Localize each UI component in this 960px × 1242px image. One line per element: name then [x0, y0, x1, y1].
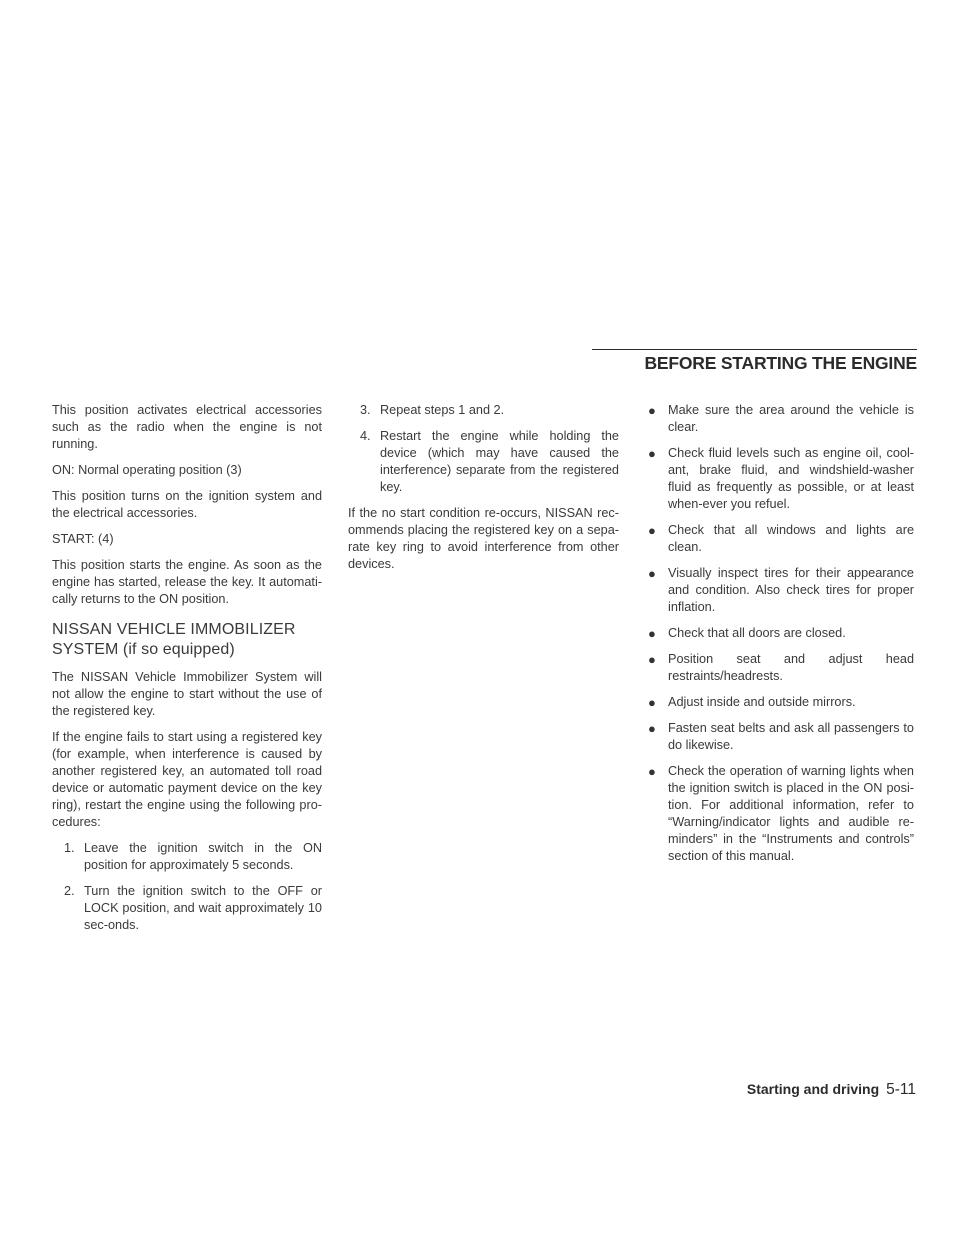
step-text: Turn the ignition switch to the OFF or LOCK position, and wait approximately 10 sec-onds. [84, 884, 322, 932]
page-footer [747, 1081, 916, 1099]
step-text: Repeat steps 1 and 2. [380, 403, 505, 417]
paragraph: If the no start condition re-occurs, NISSAN rec-ommends placing the registered key on a sepa-rate key ring to avoid interference from other devices. [348, 506, 619, 571]
column-3 [644, 402, 914, 874]
bullet-icon: ● [648, 403, 656, 418]
step-text: Leave the ignition switch in the ON position for approximately 5 seconds. [84, 841, 322, 872]
checklist-item [644, 694, 914, 711]
checklist-item [644, 720, 914, 754]
bullet-icon: ● [648, 523, 656, 538]
procedure-steps-continued [348, 402, 619, 496]
column-2 [348, 402, 619, 582]
step-number: 3. [360, 403, 371, 417]
immobilizer-heading [52, 620, 322, 660]
checklist [644, 402, 914, 865]
checklist-text: Check fluid levels such as engine oil, cool-ant, brake fluid, and windshield-washer fluid as frequently as possible, or at least when-ever you refuel. [668, 446, 914, 511]
checklist-text: Position seat and adjust head restraints/headrests. [668, 652, 914, 683]
page-number: 5-11 [886, 1081, 916, 1098]
bullet-icon: ● [648, 566, 656, 581]
footer-section-name: Starting and driving [746, 1081, 880, 1097]
paragraph: This position activates electrical accessories such as the radio when the engine is not running. [52, 403, 322, 451]
procedure-steps [52, 840, 322, 934]
checklist-text: Check that all doors are closed. [668, 626, 846, 640]
checklist-text: Fasten seat belts and ask all passengers to do likewise. [668, 721, 914, 752]
checklist-item [644, 763, 914, 865]
checklist-text: Make sure the area around the vehicle is clear. [668, 403, 914, 434]
heading-line: SYSTEM (if so equipped) [52, 641, 235, 658]
checklist-text: Check that all windows and lights are clean. [668, 523, 914, 554]
column-1 [52, 402, 322, 943]
step-number: 1. [64, 841, 75, 855]
paragraph: This position turns on the ignition system and the electrical accessories. [52, 489, 322, 520]
step-item [348, 428, 619, 496]
bullet-icon: ● [648, 626, 656, 641]
paragraph: ON: Normal operating position (3) [52, 463, 242, 477]
step-item [52, 883, 322, 934]
paragraph: If the engine fails to start using a registered key (for example, when interference is caused by another registered key, an automated toll road device or automatic payment device on the key ring), restart the engine using the following pro-cedures: [52, 730, 322, 829]
checklist-item [644, 565, 914, 616]
checklist-item [644, 651, 914, 685]
paragraph: This position starts the engine. As soon as the engine has started, release the key. It automati-cally returns to the ON position. [52, 558, 322, 606]
bullet-icon: ● [648, 721, 656, 736]
section-header: BEFORE STARTING THE ENGINE [592, 349, 917, 374]
paragraph: START: (4) [52, 532, 114, 546]
bullet-icon: ● [648, 446, 656, 461]
checklist-item [644, 445, 914, 513]
checklist-text: Adjust inside and outside mirrors. [668, 695, 856, 709]
heading-line: NISSAN VEHICLE IMMOBILIZER [52, 621, 296, 638]
bullet-icon: ● [648, 652, 656, 667]
checklist-item [644, 522, 914, 556]
checklist-item [644, 625, 914, 642]
bullet-icon: ● [648, 695, 656, 710]
bullet-icon: ● [648, 764, 656, 779]
step-item [348, 402, 619, 419]
checklist-item [644, 402, 914, 436]
checklist-text: Check the operation of warning lights when the ignition switch is placed in the ON posi-tion. For additional information, refer to “Warning/indicator lights and audible re-minders” in the “Instruments and controls” section of this manual. [668, 764, 914, 863]
step-number: 4. [360, 429, 371, 443]
step-text: Restart the engine while holding the device (which may have caused the interference) separate from the registered key. [380, 429, 619, 494]
checklist-text: Visually inspect tires for their appearance and condition. Also check tires for proper inflation. [668, 566, 914, 614]
paragraph: The NISSAN Vehicle Immobilizer System will not allow the engine to start without the use of the registered key. [52, 670, 322, 718]
step-item [52, 840, 322, 874]
step-number: 2. [64, 884, 75, 898]
